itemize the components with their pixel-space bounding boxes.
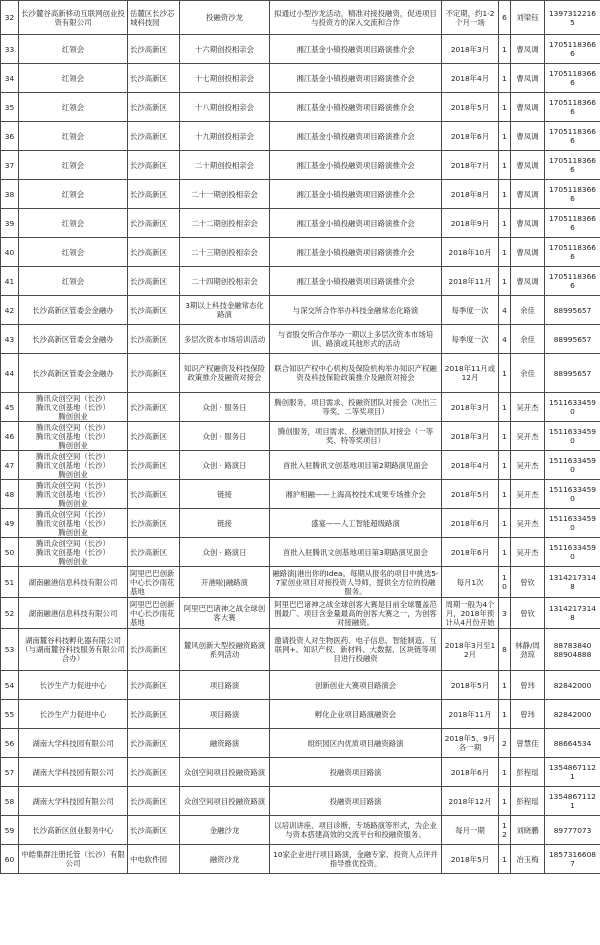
row-number: 51	[1, 567, 19, 598]
activity-name-cell: 二十一期创投相亲会	[180, 180, 270, 209]
phone-cell: 15116334590	[545, 422, 600, 451]
row-number: 35	[1, 93, 19, 122]
contact-person-cell: 曾玮	[511, 671, 545, 700]
organizer-cell: 腾讯众创空间（长沙） 腾讯文创基地（长沙） 腾创创业	[19, 422, 128, 451]
phone-cell: 17051183666	[545, 151, 600, 180]
table-row	[1, 354, 600, 393]
count-cell: 1	[499, 393, 511, 422]
table-row	[1, 151, 600, 180]
table-row	[1, 629, 600, 671]
location-cell: 长沙高新区	[128, 671, 180, 700]
activity-name-cell: 投融资沙龙	[180, 1, 270, 35]
activity-name-cell: 多层次资本市场培训活动	[180, 325, 270, 354]
location-cell: 长沙高新区	[128, 64, 180, 93]
schedule-cell: 2018年6月	[442, 758, 499, 787]
phone-cell: 15116334590	[545, 538, 600, 567]
activity-content-cell: 首批入驻腾讯文创基地项目第2期路演见面会	[270, 451, 442, 480]
table-row	[1, 393, 600, 422]
activity-name-cell: 众创 · 服务日	[180, 393, 270, 422]
schedule-cell: 2018年10月	[442, 238, 499, 267]
row-number: 57	[1, 758, 19, 787]
row-number: 33	[1, 35, 19, 64]
location-cell: 岳麓区长沙芯城科技园	[128, 1, 180, 35]
schedule-cell: 2018年5月	[442, 671, 499, 700]
row-number: 36	[1, 122, 19, 151]
activity-content-cell: 湘江基金小镇投融资项目路演推介会	[270, 64, 442, 93]
row-number: 52	[1, 598, 19, 629]
phone-cell: 88783840 88904888	[545, 629, 600, 671]
activity-content-cell: 腾创服务，项目需求、投融资团队对接会（一等奖、特等奖项目）	[270, 422, 442, 451]
contact-person-cell: 曹凤调	[511, 93, 545, 122]
location-cell: 长沙高新区	[128, 122, 180, 151]
location-cell: 长沙高新区	[128, 729, 180, 758]
activity-name-cell: 开港啦|融路演	[180, 567, 270, 598]
activity-name-cell: 项目路演	[180, 671, 270, 700]
table-row	[1, 422, 600, 451]
table-row	[1, 238, 600, 267]
schedule-cell: 2018年6月	[442, 122, 499, 151]
activity-name-cell: 二十二期创投相亲会	[180, 209, 270, 238]
table-row	[1, 729, 600, 758]
organizer-cell: 湖南融港信息科技有限公司	[19, 598, 128, 629]
row-number: 54	[1, 671, 19, 700]
organizer-cell: 红领会	[19, 238, 128, 267]
phone-cell: 88664534	[545, 729, 600, 758]
table-row	[1, 267, 600, 296]
count-cell: 1	[499, 64, 511, 93]
schedule-cell: 2018年4月	[442, 64, 499, 93]
schedule-cell: 不定期，约1-2个月一场	[442, 1, 499, 35]
contact-person-cell: 刘梁钰	[511, 1, 545, 35]
schedule-cell: 2018年11月	[442, 700, 499, 729]
activity-content-cell: 湘沪相融——上海高校技术成果专场推介会	[270, 480, 442, 509]
activity-content-cell: 创新创业大赛项目路演会	[270, 671, 442, 700]
activity-content-cell: 湘江基金小镇投融资项目路演推介会	[270, 180, 442, 209]
phone-cell: 17051183666	[545, 267, 600, 296]
organizer-cell: 中皓集群注册托管（长沙）有限公司	[19, 845, 128, 874]
row-number: 38	[1, 180, 19, 209]
location-cell: 长沙高新区	[128, 700, 180, 729]
row-number: 40	[1, 238, 19, 267]
location-cell: 长沙高新区	[128, 180, 180, 209]
activity-content-cell: 湘江基金小镇投融资项目路演推介会	[270, 267, 442, 296]
activity-content-cell: 盛宴——人工智能超级路演	[270, 509, 442, 538]
table-row	[1, 480, 600, 509]
location-cell: 长沙高新区	[128, 422, 180, 451]
count-cell: 1	[499, 180, 511, 209]
location-cell: 长沙高新区	[128, 93, 180, 122]
organizer-cell: 腾讯众创空间（长沙） 腾讯文创基地（长沙） 腾创创业	[19, 480, 128, 509]
contact-person-cell: 吴开杰	[511, 451, 545, 480]
location-cell: 长沙高新区	[128, 354, 180, 393]
location-cell: 长沙高新区	[128, 267, 180, 296]
location-cell: 阿里巴巴创新中心长沙雨花基地	[128, 598, 180, 629]
count-cell: 4	[499, 296, 511, 325]
contact-person-cell: 彭程瑶	[511, 787, 545, 816]
contact-person-cell: 吴开杰	[511, 393, 545, 422]
activity-content-cell: 与深交所合作举办科技金融常态化路演	[270, 296, 442, 325]
count-cell: 1	[499, 480, 511, 509]
contact-person-cell: 冶玉梅	[511, 845, 545, 874]
schedule-cell: 2018年3月至12月	[442, 629, 499, 671]
contact-person-cell: 林静/周劲琼	[511, 629, 545, 671]
location-cell: 中电软件园	[128, 845, 180, 874]
activity-content-cell: 阿里巴巴诸神之战全球创客大赛是目前全球覆盖范围最广、项目含金量最高的创客大赛之一，为创客对接融资。	[270, 598, 442, 629]
activity-name-cell: 融资沙龙	[180, 845, 270, 874]
activity-content-cell: 腾创服务，项目需求、投融资团队对接会（决出三等奖、二等奖项目）	[270, 393, 442, 422]
contact-person-cell: 刘晓鹏	[511, 816, 545, 845]
phone-cell: 17051183666	[545, 238, 600, 267]
count-cell: 1	[499, 151, 511, 180]
activity-name-cell: 项目路演	[180, 700, 270, 729]
phone-cell: 15116334590	[545, 393, 600, 422]
organizer-cell: 红领会	[19, 93, 128, 122]
phone-cell: 17051183666	[545, 64, 600, 93]
activity-name-cell: 3期以上科技金融常态化路演	[180, 296, 270, 325]
activity-name-cell: 众创空间项目投融资路演	[180, 758, 270, 787]
contact-person-cell: 吴开杰	[511, 509, 545, 538]
phone-cell: 88995657	[545, 296, 600, 325]
activity-name-cell: 十九期创投相亲会	[180, 122, 270, 151]
activity-content-cell: 融路演|港出你的Idea。每期从报名的项目中挑选5-7家创业项目对接投资人导师，提供全方位的投融服务。	[270, 567, 442, 598]
activity-name-cell: 知识产权融资及科技保险政策推介及融资对接会	[180, 354, 270, 393]
schedule-cell: 2018年6月	[442, 509, 499, 538]
contact-person-cell: 吴开杰	[511, 480, 545, 509]
activity-content-cell: 湘江基金小镇投融资项目路演推介会	[270, 238, 442, 267]
schedule-cell: 2018年11月或12月	[442, 354, 499, 393]
phone-cell: 18573166087	[545, 845, 600, 874]
table-row	[1, 93, 600, 122]
activity-content-cell: 湘江基金小镇投融资项目路演推介会	[270, 93, 442, 122]
organizer-cell: 长沙高新区管委会金融办	[19, 325, 128, 354]
phone-cell: 82842000	[545, 700, 600, 729]
schedule-cell: 每季度一次	[442, 325, 499, 354]
row-number: 49	[1, 509, 19, 538]
activity-content-cell: 联合知识产权中心机构及保险机构举办知识产权融资及科技保险政策推介及融资对接会	[270, 354, 442, 393]
table-row	[1, 1, 600, 35]
activity-content-cell: 组织园区内优质项目融资路演	[270, 729, 442, 758]
activity-content-cell: 湘江基金小镇投融资项目路演推介会	[270, 35, 442, 64]
contact-person-cell: 吴开杰	[511, 538, 545, 567]
organizer-cell: 红领会	[19, 122, 128, 151]
organizer-cell: 红领会	[19, 35, 128, 64]
table-row	[1, 122, 600, 151]
table-row	[1, 671, 600, 700]
row-number: 53	[1, 629, 19, 671]
table-row	[1, 296, 600, 325]
row-number: 55	[1, 700, 19, 729]
table-row	[1, 787, 600, 816]
row-number: 37	[1, 151, 19, 180]
schedule-cell: 每月1次	[442, 567, 499, 598]
organizer-cell: 湖南大学科技园有限公司	[19, 758, 128, 787]
row-number: 59	[1, 816, 19, 845]
activity-content-cell: 拟通过小型沙龙活动，精准对接投融资，促进项目与投资方的深入交流和合作	[270, 1, 442, 35]
phone-cell: 13548671121	[545, 787, 600, 816]
location-cell: 长沙高新区	[128, 758, 180, 787]
schedule-cell: 2018年4月	[442, 451, 499, 480]
schedule-cell: 2018年3月	[442, 422, 499, 451]
contact-person-cell: 彭程瑶	[511, 758, 545, 787]
row-number: 56	[1, 729, 19, 758]
schedule-cell: 2018年11月	[442, 267, 499, 296]
organizer-cell: 腾讯众创空间（长沙） 腾讯文创基地（长沙） 腾创创业	[19, 451, 128, 480]
location-cell: 长沙高新区	[128, 451, 180, 480]
organizer-cell: 腾讯众创空间（长沙） 腾讯文创基地（长沙） 腾创创业	[19, 509, 128, 538]
row-number: 32	[1, 1, 19, 35]
phone-cell: 13142173148	[545, 598, 600, 629]
organizer-cell: 红领会	[19, 180, 128, 209]
count-cell: 6	[499, 1, 511, 35]
activity-content-cell: 首批入驻腾讯文创基地项目第3期路演见面会	[270, 538, 442, 567]
schedule-cell: 2018年9月	[442, 209, 499, 238]
table-row	[1, 35, 600, 64]
location-cell: 长沙高新区	[128, 393, 180, 422]
count-cell: 1	[499, 354, 511, 393]
phone-cell: 17051183666	[545, 180, 600, 209]
location-cell: 长沙高新区	[128, 538, 180, 567]
table-row	[1, 509, 600, 538]
phone-cell: 17051183666	[545, 35, 600, 64]
phone-cell: 88995657	[545, 325, 600, 354]
phone-cell: 15116334590	[545, 480, 600, 509]
organizer-cell: 湖南麓谷科技孵化器有限公司 （与湖南麓谷科技服务有限公司合办）	[19, 629, 128, 671]
contact-person-cell: 吴开杰	[511, 422, 545, 451]
count-cell: 1	[499, 787, 511, 816]
phone-cell: 89777073	[545, 816, 600, 845]
location-cell: 长沙高新区	[128, 325, 180, 354]
contact-person-cell: 曾慧佳	[511, 729, 545, 758]
count-cell: 1	[499, 267, 511, 296]
contact-person-cell: 曹凤调	[511, 122, 545, 151]
contact-person-cell: 曾钦	[511, 598, 545, 629]
location-cell: 长沙高新区	[128, 209, 180, 238]
schedule-cell: 2018年5月	[442, 480, 499, 509]
row-number: 47	[1, 451, 19, 480]
activity-content-cell: 湘江基金小镇投融资项目路演推介会	[270, 209, 442, 238]
location-cell: 长沙高新区	[128, 629, 180, 671]
row-number: 58	[1, 787, 19, 816]
row-number: 44	[1, 354, 19, 393]
organizer-cell: 湖南大学科技园有限公司	[19, 729, 128, 758]
count-cell: 1	[499, 671, 511, 700]
schedule-cell: 2018年5月	[442, 845, 499, 874]
row-number: 48	[1, 480, 19, 509]
contact-person-cell: 余佳	[511, 354, 545, 393]
activity-name-cell: 十八期创投相亲会	[180, 93, 270, 122]
count-cell: 1	[499, 209, 511, 238]
count-cell: 1	[499, 758, 511, 787]
count-cell: 1	[499, 35, 511, 64]
contact-person-cell: 曹凤调	[511, 267, 545, 296]
count-cell: 1	[499, 509, 511, 538]
contact-person-cell: 余佳	[511, 296, 545, 325]
contact-person-cell: 曹凤调	[511, 35, 545, 64]
location-cell: 长沙高新区	[128, 151, 180, 180]
activity-name-cell: 融资路演	[180, 729, 270, 758]
activity-name-cell: 众创空间项目投融资路演	[180, 787, 270, 816]
row-number: 42	[1, 296, 19, 325]
location-cell: 长沙高新区	[128, 35, 180, 64]
count-cell: 1	[499, 845, 511, 874]
row-number: 60	[1, 845, 19, 874]
schedule-cell: 2018年6月	[442, 538, 499, 567]
schedule-cell: 每月一期	[442, 816, 499, 845]
contact-person-cell: 余佳	[511, 325, 545, 354]
activity-name-cell: 十七期创投相亲会	[180, 64, 270, 93]
activity-name-cell: 金融沙龙	[180, 816, 270, 845]
activity-content-cell: 湘江基金小镇投融资项目路演推介会	[270, 151, 442, 180]
contact-person-cell: 曹凤调	[511, 64, 545, 93]
activity-content-cell: 孵化企业项目路演融资会	[270, 700, 442, 729]
activity-name-cell: 二十期创投相亲会	[180, 151, 270, 180]
contact-person-cell: 曹凤调	[511, 180, 545, 209]
count-cell: 1	[499, 238, 511, 267]
phone-cell: 17051183666	[545, 93, 600, 122]
schedule-cell: 2018年12月	[442, 787, 499, 816]
organizer-cell: 红领会	[19, 151, 128, 180]
contact-person-cell: 曹凤调	[511, 209, 545, 238]
row-number: 50	[1, 538, 19, 567]
table-row	[1, 209, 600, 238]
organizer-cell: 长沙高新区创业服务中心	[19, 816, 128, 845]
activity-name-cell: 麓风创新大型投融资路演系列活动	[180, 629, 270, 671]
activity-content-cell: 投融资项目路演	[270, 758, 442, 787]
activity-name-cell: 阿里巴巴诸神之战全球创客大赛	[180, 598, 270, 629]
table-row	[1, 567, 600, 598]
phone-cell: 82842000	[545, 671, 600, 700]
schedule-cell: 2018年5月	[442, 93, 499, 122]
location-cell: 长沙高新区	[128, 296, 180, 325]
location-cell: 长沙高新区	[128, 238, 180, 267]
location-cell: 长沙高新区	[128, 509, 180, 538]
count-cell: 3	[499, 598, 511, 629]
organizer-cell: 红领会	[19, 209, 128, 238]
count-cell: 2	[499, 729, 511, 758]
organizer-cell: 湖南融港信息科技有限公司	[19, 567, 128, 598]
organizer-cell: 长沙高新区管委会金融办	[19, 296, 128, 325]
schedule-cell: 周期一般为4个月，2018年预计从4月份开始	[442, 598, 499, 629]
activity-content-cell: 湘江基金小镇投融资项目路演推介会	[270, 122, 442, 151]
schedule-cell: 2018年8月	[442, 180, 499, 209]
table-row	[1, 845, 600, 874]
contact-person-cell: 曾钦	[511, 567, 545, 598]
activity-content-cell: 投融资项目路演	[270, 787, 442, 816]
schedule-cell: 2018年7月	[442, 151, 499, 180]
table-row	[1, 451, 600, 480]
table-row	[1, 325, 600, 354]
row-number: 46	[1, 422, 19, 451]
activity-name-cell: 众创 · 服务日	[180, 422, 270, 451]
phone-cell: 88995657	[545, 354, 600, 393]
activity-name-cell: 十六期创投相亲会	[180, 35, 270, 64]
activity-name-cell: 众创 · 路演日	[180, 538, 270, 567]
activity-name-cell: 众创 · 路演日	[180, 451, 270, 480]
organizer-cell: 长沙生产力促进中心	[19, 700, 128, 729]
row-number: 43	[1, 325, 19, 354]
table-body	[1, 1, 600, 874]
schedule-cell: 2018年5、9月各一期	[442, 729, 499, 758]
organizer-cell: 湖南大学科技园有限公司	[19, 787, 128, 816]
activity-name-cell: 链接	[180, 509, 270, 538]
contact-person-cell: 曹凤调	[511, 151, 545, 180]
activity-content-cell: 邀请投资人对生物医药、电子信息、智能制造、互联网+、知识产权、新材料、大数据、区块链等项目进行投融资	[270, 629, 442, 671]
table-row	[1, 64, 600, 93]
activity-name-cell: 二十三期创投相亲会	[180, 238, 270, 267]
count-cell: 8	[499, 629, 511, 671]
contact-person-cell: 曹凤调	[511, 238, 545, 267]
schedule-cell: 2018年3月	[442, 35, 499, 64]
phone-cell: 17051183666	[545, 122, 600, 151]
activity-content-cell: 与省股交所合作举办一期以上多层次资本市场培训、路演或其他形式的活动	[270, 325, 442, 354]
table-row	[1, 180, 600, 209]
organizer-cell: 红领会	[19, 267, 128, 296]
count-cell: 1	[499, 538, 511, 567]
row-number: 41	[1, 267, 19, 296]
organizer-cell: 腾讯众创空间（长沙） 腾讯文创基地（长沙） 腾创创业	[19, 393, 128, 422]
location-cell: 长沙高新区	[128, 816, 180, 845]
phone-cell: 13548671121	[545, 758, 600, 787]
location-cell: 阿里巴巴创新中心长沙雨花基地	[128, 567, 180, 598]
row-number: 39	[1, 209, 19, 238]
schedule-cell: 2018年3月	[442, 393, 499, 422]
count-cell: 1	[499, 451, 511, 480]
count-cell: 4	[499, 325, 511, 354]
table-row	[1, 816, 600, 845]
organizer-cell: 腾讯众创空间（长沙） 腾讯文创基地（长沙） 腾创创业	[19, 538, 128, 567]
table-row	[1, 598, 600, 629]
count-cell: 1	[499, 122, 511, 151]
organizer-cell: 长沙高新区管委会金融办	[19, 354, 128, 393]
location-cell: 长沙高新区	[128, 787, 180, 816]
organizer-cell: 长沙麓谷高新移动互联网创业投资有限公司	[19, 1, 128, 35]
phone-cell: 13142173148	[545, 567, 600, 598]
count-cell: 10	[499, 567, 511, 598]
phone-cell: 17051183666	[545, 209, 600, 238]
count-cell: 1	[499, 422, 511, 451]
phone-cell: 15116334590	[545, 509, 600, 538]
schedule-cell: 每季度一次	[442, 296, 499, 325]
contact-person-cell: 曾玮	[511, 700, 545, 729]
location-cell: 长沙高新区	[128, 480, 180, 509]
table-row	[1, 538, 600, 567]
organizer-cell: 红领会	[19, 64, 128, 93]
count-cell: 1	[499, 700, 511, 729]
table-row	[1, 700, 600, 729]
phone-cell: 13973122165	[545, 1, 600, 35]
row-number: 34	[1, 64, 19, 93]
row-number: 45	[1, 393, 19, 422]
count-cell: 1	[499, 93, 511, 122]
organizer-cell: 长沙生产力促进中心	[19, 671, 128, 700]
activity-content-cell: 以培训讲座、项目诊断、专场路演等形式，为企业与资本搭建高效的交流平台和投融资服务。	[270, 816, 442, 845]
phone-cell: 15116334590	[545, 451, 600, 480]
count-cell: 12	[499, 816, 511, 845]
activity-content-cell: 10家企业进行项目路演，金融专家、投资人点评并指导推优投资。	[270, 845, 442, 874]
activity-name-cell: 二十四期创投相亲会	[180, 267, 270, 296]
table-row	[1, 758, 600, 787]
activity-name-cell: 链接	[180, 480, 270, 509]
